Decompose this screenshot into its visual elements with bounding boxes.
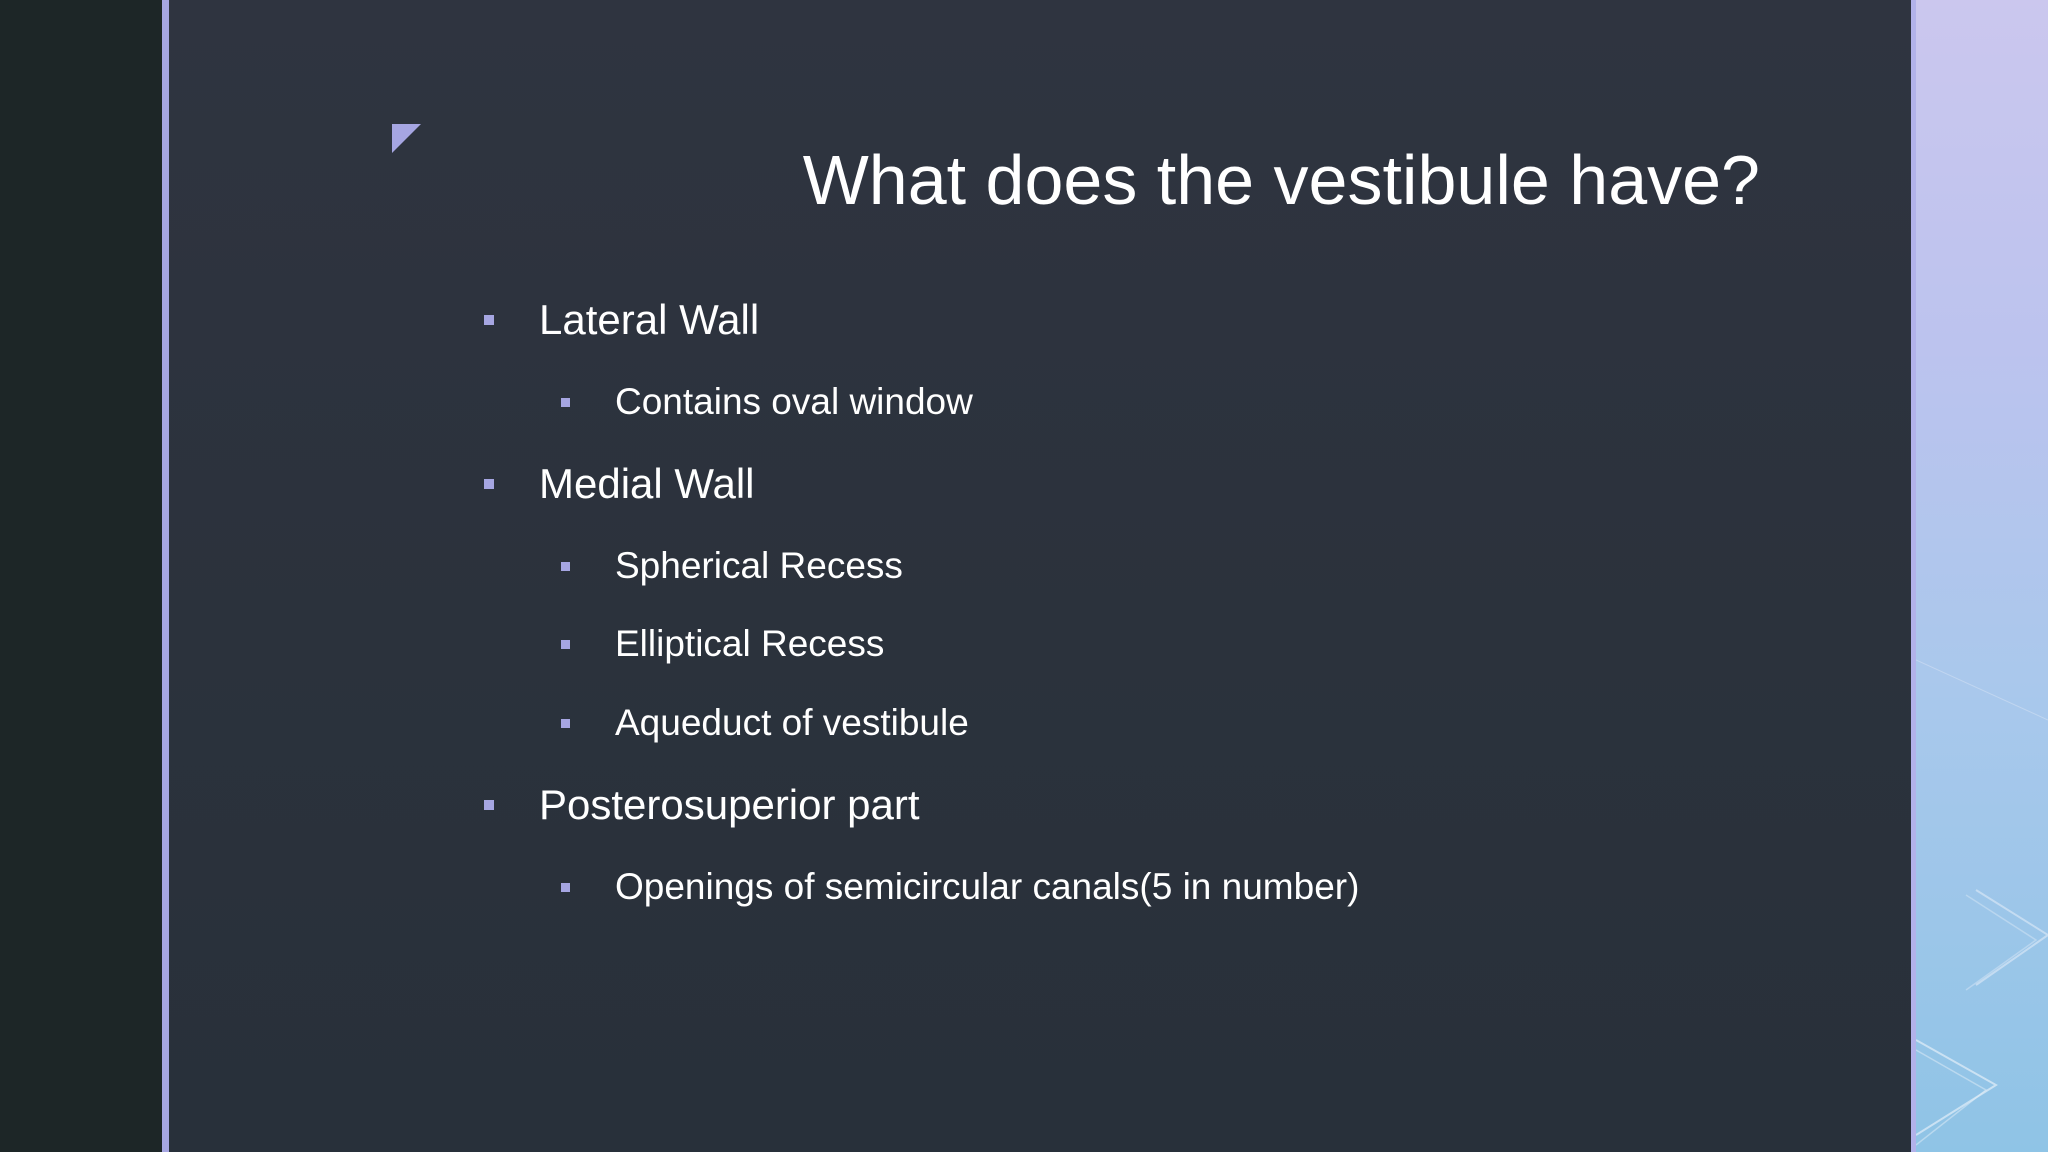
bullet-text: Medial Wall (539, 460, 755, 507)
bullet-text: Spherical Recess (615, 545, 903, 586)
bullet-square-icon (484, 479, 494, 489)
bullet-square-icon (484, 800, 494, 810)
sub-bullet-item (615, 380, 973, 424)
slide-title: What does the vestibule have? (802, 141, 1760, 219)
decorative-chevrons (1916, 0, 2048, 1152)
sub-bullet-item (615, 544, 903, 588)
sub-bullet-item (615, 622, 884, 666)
sub-bullet-item (615, 701, 969, 745)
bullet-text: Openings of semicircular canals(5 in number) (615, 866, 1360, 907)
bullet-item (539, 780, 920, 830)
bullet-square-icon (484, 315, 494, 325)
bullet-item (539, 459, 755, 509)
bullet-square-icon (561, 883, 570, 892)
bullet-square-icon (561, 398, 570, 407)
bullet-text: Contains oval window (615, 381, 973, 422)
bullet-square-icon (561, 719, 570, 728)
right-decor-band (1916, 0, 2048, 1152)
bullet-text: Posterosuperior part (539, 781, 920, 828)
left-decor-band (0, 0, 162, 1152)
bullet-text: Lateral Wall (539, 296, 760, 343)
sub-bullet-item (615, 865, 1359, 909)
bullet-text: Elliptical Recess (615, 623, 885, 664)
corner-triangle-icon (392, 124, 421, 153)
bullet-square-icon (561, 640, 570, 649)
bullet-item (539, 295, 759, 345)
left-accent-rule (162, 0, 169, 1152)
bullet-text: Aqueduct of vestibule (615, 702, 969, 743)
bullet-square-icon (561, 562, 570, 571)
